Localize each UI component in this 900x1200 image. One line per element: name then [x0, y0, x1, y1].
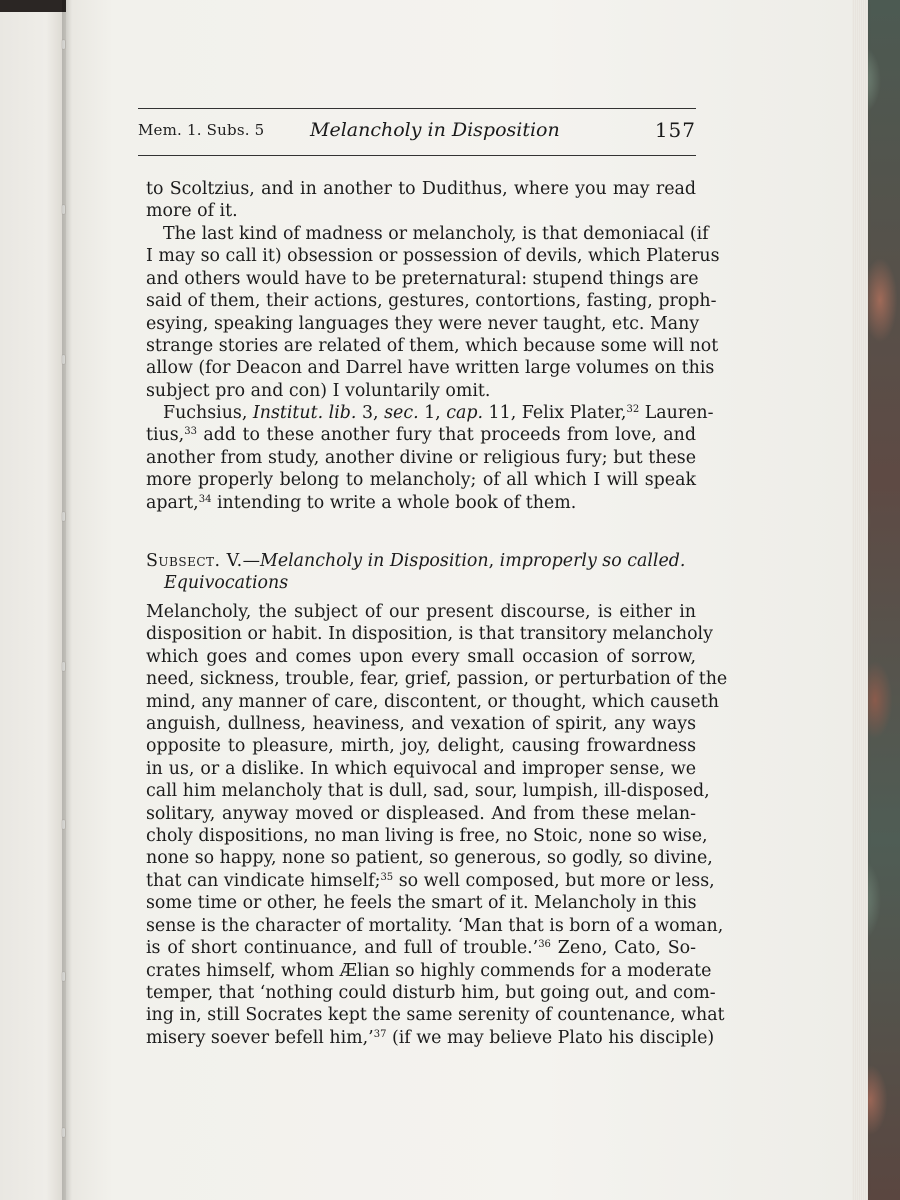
text-line: temper, that ‘nothing could disturb him, but going out, and com-: [146, 982, 716, 1003]
text-line: call him melancholy that is dull, sad, sour, lumpish, ill-disposed,: [146, 781, 710, 802]
footnote-marker: 32: [626, 404, 640, 415]
text-line: that can vindicate himself;$^{35}$ so well composed, but more or less,: [146, 870, 715, 891]
text-line: in us, or a dislike. In which equivocal and improper sense, we: [146, 758, 696, 779]
text-line: Fuchsius, Institut. lib. 3, sec. 1, cap. 11, Felix Plater,$^{32}$ Lauren-: [163, 403, 714, 423]
footnote-marker: 33: [184, 426, 197, 438]
text-line: disposition or habit. In disposition, is that transitory melancholy: [146, 624, 713, 645]
text-line: allow (for Deacon and Darrel have written large volumes on this: [146, 358, 715, 379]
footnote-marker: 34: [198, 493, 212, 505]
text-line: misery soever befell him,’$^{37}$ (if we may believe Plato his disciple): [146, 1027, 715, 1048]
text-line: some time or other, he feels the smart of it. Melancholy in this: [146, 893, 697, 914]
text-line: is of short continuance, and full of trouble.’$^{36}$ Zeno, Cato, So-: [146, 938, 696, 959]
paragraph-melancholy-disposition: [146, 601, 728, 1049]
header-section-ref: Mem. 1. Subs. 5: [138, 121, 265, 139]
text-line: I may so call it) obsession or possession of devils, which Platerus: [146, 246, 720, 267]
footnote-marker: 35: [380, 871, 394, 883]
subsection-title: Melancholy in Disposition: [260, 551, 489, 571]
text-line: to Scoltzius, and in another to Dudithus, where you may read: [146, 179, 696, 199]
text-line: which goes and comes upon every small occasion of sorrow,: [146, 646, 696, 667]
subsection-qualifier: improperly so called.: [499, 551, 686, 571]
text-line: sense is the character of mortality. ‘Man that is born of a woman,: [146, 915, 724, 936]
footnote-marker: 37: [373, 1028, 387, 1040]
text-line: ing in, still Socrates kept the same serenity of countenance, what: [146, 1005, 725, 1026]
text-line: another from study, another divine or religious fury; but these: [146, 447, 696, 468]
text-line: anguish, dullness, heaviness, and vexation of spirit, any ways: [146, 714, 696, 735]
footnote-marker: 36: [538, 939, 551, 951]
subsection-heading: Subsect. V.—Melancholy in Disposition, improperly so called. Equivocations: [146, 551, 686, 594]
gutter-shadow: [62, 0, 72, 1200]
text-line: esying, speaking languages they were never taught, etc. Many: [146, 313, 700, 334]
text-line: crates himself, whom Ælian so highly commends for a moderate: [146, 960, 712, 981]
text-line: strange stories are related of them, which because some will not: [146, 336, 719, 357]
header-title: Melancholy in Disposition: [310, 119, 560, 141]
text-line: more properly belong to melancholy; of all which I will speak: [146, 470, 696, 491]
paragraph-continued: [146, 178, 696, 223]
dark-background-corner: [0, 0, 70, 12]
paragraph-demoniacal: [146, 223, 720, 402]
text-line: none so happy, none so patient, so generous, so godly, so divine,: [146, 848, 713, 869]
text-line: apart,$^{34}$ intending to write a whole book of them.: [146, 492, 577, 513]
text-line: tius,$^{33}$ add to these another fury that proceeds from love, and: [146, 425, 696, 446]
subsection-subtitle: Equivocations: [164, 573, 289, 594]
text-line: said of them, their actions, gestures, contortions, fasting, proph-: [146, 291, 717, 312]
paragraph-fuchsius: [146, 402, 714, 514]
text-line: solitary, anyway moved or displeased. And from these melan-: [146, 803, 696, 824]
text-line: The last kind of madness or melancholy, is that demoniacal (if: [163, 224, 709, 244]
text-line: subject pro and con) I voluntarily omit.: [146, 380, 491, 401]
subsection-label: Subsect. V.: [146, 551, 243, 571]
text-line: Melancholy, the subject of our present discourse, is either in: [146, 602, 696, 622]
page-number: 157: [654, 118, 696, 142]
text-line: need, sickness, trouble, fear, grief, passion, or perturbation of the: [146, 669, 728, 690]
text-line: more of it.: [146, 201, 238, 222]
text-line: mind, any manner of care, discontent, or thought, which causeth: [146, 691, 719, 712]
running-header: [138, 108, 696, 156]
text-line: and others would have to be preternatural: stupend things are: [146, 268, 699, 289]
text-line: opposite to pleasure, mirth, joy, delight, causing frowardness: [146, 736, 696, 757]
left-page: [0, 0, 66, 1200]
text-line: choly dispositions, no man living is free, no Stoic, none so wise,: [146, 826, 708, 847]
